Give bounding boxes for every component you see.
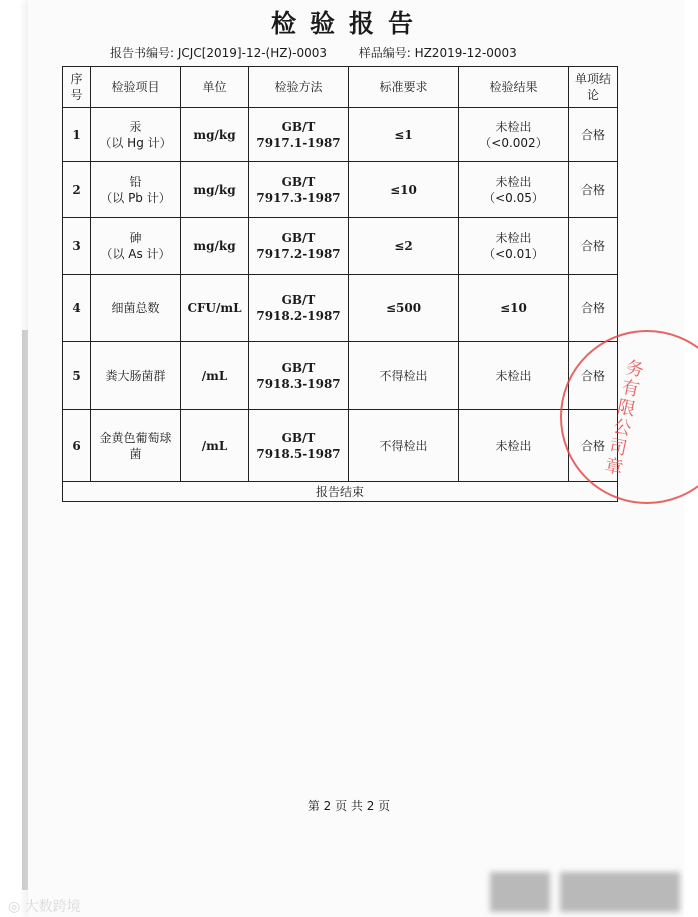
cell-method bbox=[249, 342, 349, 410]
cell-seq: 1 bbox=[63, 108, 91, 162]
page-number: 第 2 页 共 2 页 bbox=[307, 799, 391, 813]
cell-method bbox=[249, 410, 349, 482]
table-end-row bbox=[63, 482, 618, 502]
cell-result bbox=[459, 108, 569, 162]
cell-standard: ≤2 bbox=[349, 218, 459, 275]
cell-standard: 不得检出 bbox=[349, 342, 459, 410]
cell-result: 未检出 bbox=[459, 342, 569, 410]
cell-standard: 不得检出 bbox=[349, 410, 459, 482]
sample-no-label: 样品编号: bbox=[358, 46, 411, 60]
header-method: 检验方法 bbox=[249, 67, 349, 108]
header-unit: 单位 bbox=[181, 67, 249, 108]
item-name: 金黄色葡萄球 bbox=[99, 430, 172, 445]
method-no: 7918.5-1987 bbox=[256, 446, 341, 461]
cell-method bbox=[249, 108, 349, 162]
watermark-icon: ◎ bbox=[8, 899, 25, 915]
table-row bbox=[63, 162, 618, 218]
cell-result: 未检出 bbox=[459, 410, 569, 482]
table-row bbox=[63, 108, 618, 162]
item-sub: （以 As 计） bbox=[100, 247, 171, 261]
cell-item bbox=[91, 108, 181, 162]
header-item: 检验项目 bbox=[91, 67, 181, 108]
cell-item: 粪大肠菌群 bbox=[91, 342, 181, 410]
cell-unit: mg/kg bbox=[181, 162, 249, 218]
cell-item: 细菌总数 bbox=[91, 275, 181, 342]
method-std: GB/T bbox=[281, 231, 316, 245]
cell-method bbox=[249, 162, 349, 218]
header-conclusion: 单项结论 bbox=[569, 67, 618, 108]
result-sub: （<0.05） bbox=[483, 190, 544, 205]
report-end-text: 报告结束 bbox=[63, 482, 618, 502]
cell-conclusion: 合格 bbox=[569, 275, 618, 342]
cell-standard: ≤1 bbox=[349, 108, 459, 162]
cell-conclusion: 合格 bbox=[569, 162, 618, 218]
method-std: GB/T bbox=[281, 119, 316, 134]
cell-result bbox=[459, 218, 569, 275]
item-sub: （以 Pb 计） bbox=[100, 190, 171, 205]
cell-unit: mg/kg bbox=[181, 218, 249, 275]
cell-result bbox=[459, 162, 569, 218]
method-no: 7918.2-1987 bbox=[256, 309, 341, 323]
method-no: 7917.3-1987 bbox=[256, 190, 341, 205]
cell-result: ≤10 bbox=[459, 275, 569, 342]
cell-seq: 2 bbox=[63, 162, 91, 218]
watermark bbox=[8, 896, 81, 916]
cell-unit: CFU/mL bbox=[181, 275, 249, 342]
result-sub: （<0.002） bbox=[479, 135, 548, 150]
cell-seq: 5 bbox=[63, 342, 91, 410]
inspection-table bbox=[62, 66, 618, 502]
cell-conclusion: 合格 bbox=[569, 410, 618, 482]
cell-conclusion: 合格 bbox=[569, 108, 618, 162]
result-main: 未检出 bbox=[495, 119, 532, 134]
table-header-row bbox=[63, 67, 618, 108]
header-seq: 序号 bbox=[63, 67, 91, 108]
item-name: 汞 bbox=[129, 119, 142, 134]
table-row bbox=[63, 342, 618, 410]
sample-no: HZ2019-12-0003 bbox=[414, 46, 517, 60]
cell-conclusion: 合格 bbox=[569, 218, 618, 275]
table-row bbox=[63, 275, 618, 342]
table-row bbox=[63, 218, 618, 275]
cell-unit: /mL bbox=[181, 410, 249, 482]
cell-standard: ≤10 bbox=[349, 162, 459, 218]
blurred-region bbox=[490, 872, 550, 912]
item-sub: 菌 bbox=[129, 446, 142, 461]
cell-unit: /mL bbox=[181, 342, 249, 410]
result-main: 未检出 bbox=[495, 174, 532, 189]
cell-standard: ≤500 bbox=[349, 275, 459, 342]
cell-seq: 6 bbox=[63, 410, 91, 482]
method-no: 7917.2-1987 bbox=[256, 247, 341, 261]
header-result: 检验结果 bbox=[459, 67, 569, 108]
result-main: 未检出 bbox=[495, 231, 532, 245]
table-row bbox=[63, 410, 618, 482]
report-no-label: 报告书编号: bbox=[110, 46, 175, 60]
method-no: 7917.1-1987 bbox=[256, 135, 341, 150]
cell-seq: 3 bbox=[63, 218, 91, 275]
blurred-region bbox=[560, 872, 680, 912]
method-std: GB/T bbox=[281, 293, 316, 307]
report-no: JCJC[2019]-12-(HZ)-0003 bbox=[177, 46, 328, 60]
cell-item bbox=[91, 218, 181, 275]
report-meta bbox=[110, 44, 517, 61]
cell-item bbox=[91, 410, 181, 482]
cell-method bbox=[249, 275, 349, 342]
header-standard: 标准要求 bbox=[349, 67, 459, 108]
result-sub: （<0.01） bbox=[483, 247, 544, 261]
company-seal-text: 务有限公司 章 bbox=[602, 357, 646, 480]
cell-item bbox=[91, 162, 181, 218]
item-sub: （以 Hg 计） bbox=[99, 135, 172, 150]
watermark-text: 大数跨境 bbox=[24, 899, 81, 915]
cell-unit: mg/kg bbox=[181, 108, 249, 162]
cell-conclusion: 合格 bbox=[569, 342, 618, 410]
item-name: 铅 bbox=[129, 174, 142, 189]
cell-method bbox=[249, 218, 349, 275]
method-std: GB/T bbox=[281, 360, 316, 375]
cell-seq: 4 bbox=[63, 275, 91, 342]
method-std: GB/T bbox=[281, 174, 316, 189]
method-std: GB/T bbox=[281, 430, 316, 445]
method-no: 7918.3-1987 bbox=[256, 376, 341, 391]
report-title: 检验报告 bbox=[270, 9, 427, 38]
item-name: 砷 bbox=[129, 231, 142, 245]
